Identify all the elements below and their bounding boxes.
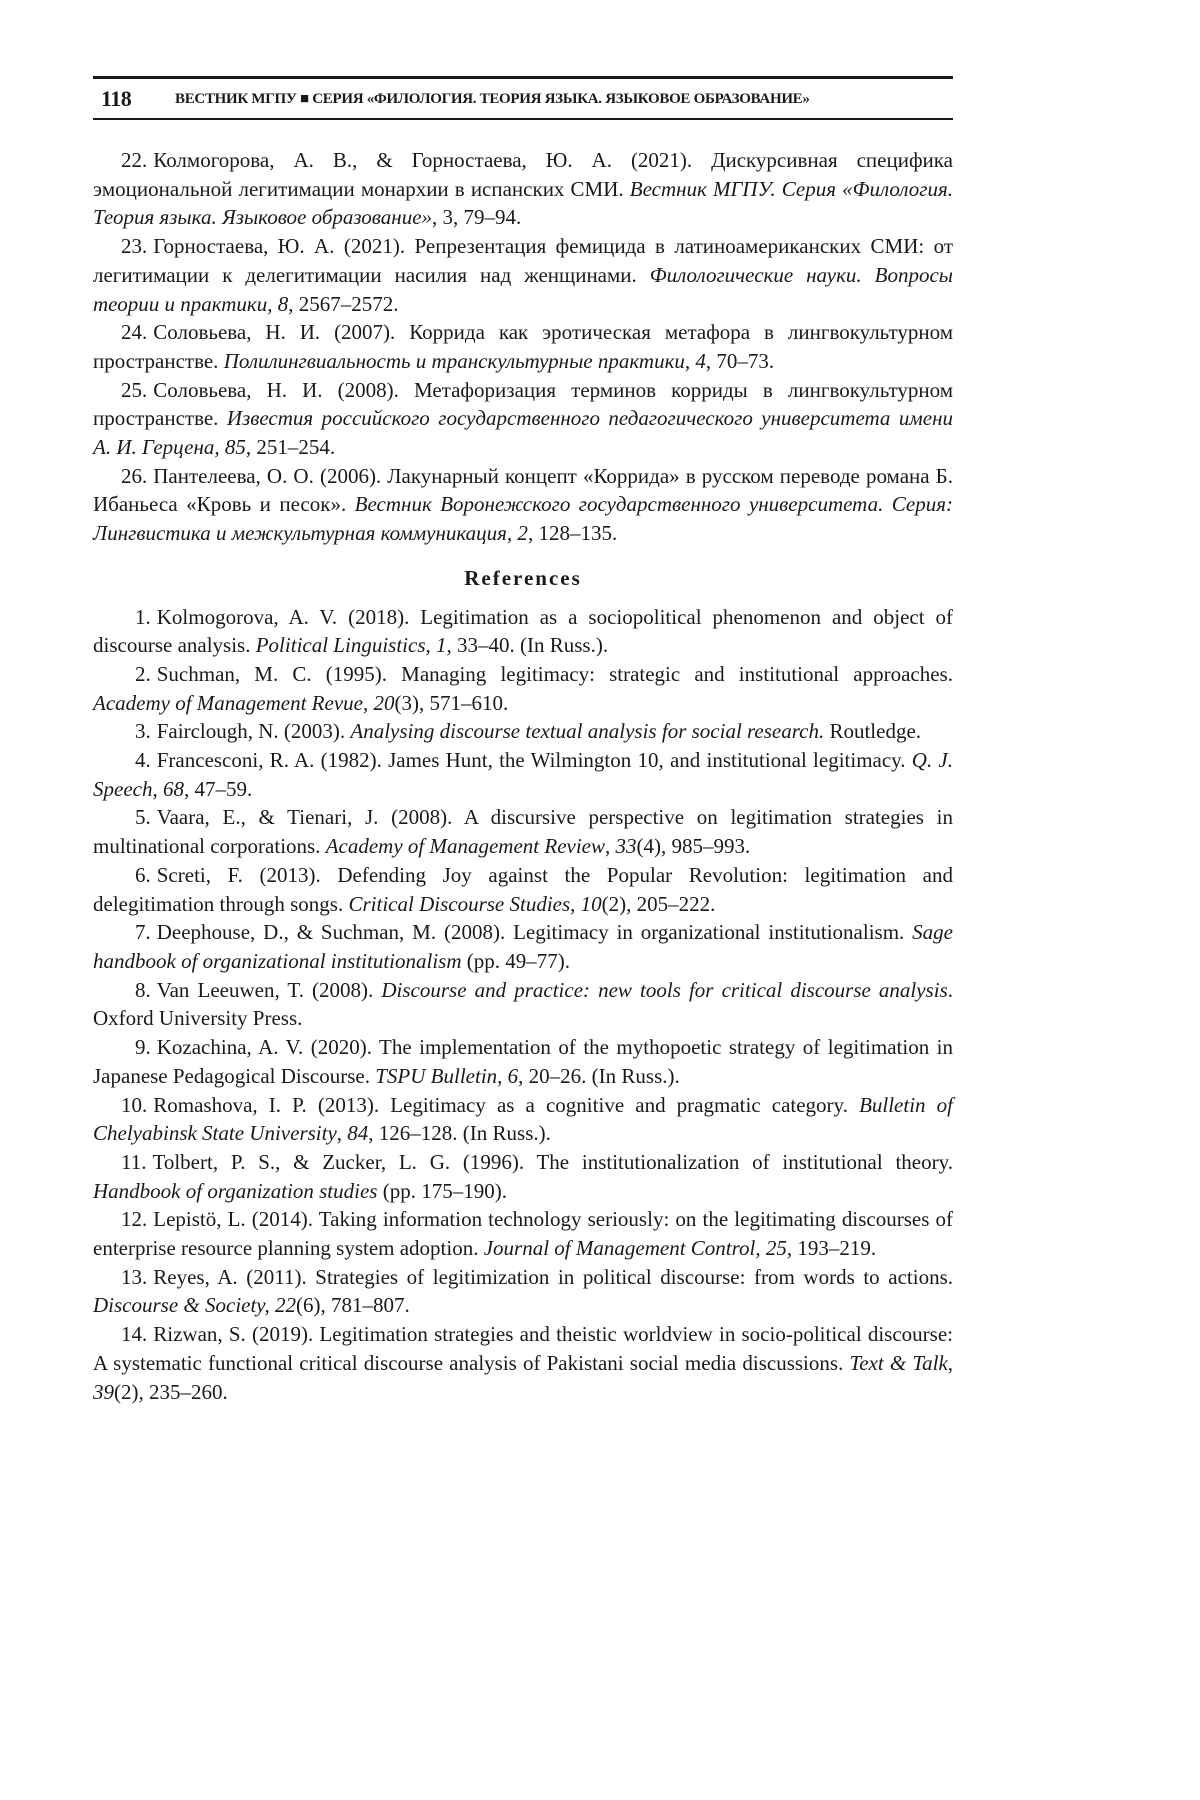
reference-number: 2. [135,661,151,686]
reference-text: Колмогорова, А. В., & Горностаева, Ю. А. (2021). Дискурсивная специфика эмоциональной легитимации монархии в испанских СМИ. [93,148,953,201]
reference-source: Text & Talk [849,1350,948,1375]
reference-entry [93,1091,953,1148]
reference-entry [93,146,953,232]
reference-entry [93,717,953,746]
reference-entry [93,746,953,803]
reference-entry [93,660,953,717]
reference-source: Critical Discourse Studies [348,891,571,916]
reference-entry [93,1205,953,1262]
reference-entry [93,918,953,975]
reference-text: Van Leeuwen, T. (2008). [156,977,382,1002]
reference-entry [93,1148,953,1205]
reference-text: (pp. 49–77). [461,948,570,973]
reference-text: , 70–73. [705,348,775,373]
reference-number: 14. [121,1322,148,1347]
reference-text: Пантелеева, О. О. (2006). Лакунарный концепт «Коррида» в русском переводе романа Б. Ибаньеса «Кровь и песок». [93,463,953,517]
reference-text: Rizwan, S. (2019). Legitimation strategies and theistic worldview in socio-political discourse: A systematic functional critical discourse analysis of Pakistani social media discussions. [93,1322,953,1375]
reference-number: 6. [135,862,151,887]
reference-text: (pp. 175–190). [377,1178,507,1203]
reference-number: 7. [135,920,151,945]
reference-text: , [605,834,616,859]
reference-entry [93,1263,953,1320]
reference-entry [93,376,953,462]
reference-number: 8. [135,977,151,1002]
reference-source: Филологические науки. Вопросы теории и практики, 8 [93,262,953,316]
reference-text: Соловьева, Н. И. (2008). Метафоризация терминов корриды в лингвокультурном пространстве. [93,377,953,431]
reference-content [93,146,953,1406]
reference-text: , 3, 79–94. [432,205,522,230]
reference-number: 4. [135,748,151,773]
journal-title: ВЕСТНИК МГПУ ■ СЕРИЯ «ФИЛОЛОГИЯ. ТЕОРИЯ ЯЗЫКА. ЯЗЫКОВОЕ ОБРАЗОВАНИЕ» [175,91,810,107]
reference-source: Analysing discourse textual analysis for social research. [350,719,825,744]
reference-text: , [336,1121,348,1146]
running-header [93,76,953,120]
reference-entry [93,1320,953,1406]
reference-source: Handbook of organization studies [93,1178,378,1203]
reference-text: Francesconi, R. A. (1982). James Hunt, the Wilmington 10, and institutional legitimacy. [156,748,912,773]
reference-entry [93,803,953,860]
reference-text: Suchman, M. C. (1995). Managing legitimacy: strategic and institutional approaches. [156,661,953,686]
page-number: 118 [101,86,132,111]
reference-text: . Oxford University Press. [93,977,953,1031]
reference-source: 6 [507,1063,519,1088]
reference-text: Vaara, E., & Tienari, J. (2008). A discursive perspective on legitimation strategies in multinational corporations. [93,805,953,859]
reference-source: Journal of Management Control [483,1236,756,1261]
reference-source: Вестник Воронежского государственного университета. Серия: Лингвистика и межкультурная коммуникация, 2 [93,492,954,546]
reference-text: , 33–40. (In Russ.). [446,633,609,658]
reference-source: 25 [765,1236,787,1261]
reference-entry [93,976,953,1033]
reference-text: , [947,1350,954,1375]
english-reference-list [93,603,953,1407]
reference-text: , 193–219. [786,1236,877,1261]
reference-source: Discourse & Society, 22 [93,1293,296,1318]
reference-number: 25. [121,377,148,402]
reference-source: TSPU Bulletin [375,1063,498,1088]
reference-entry [93,861,953,918]
reference-source: Academy of Management Review [325,834,606,859]
reference-text: (4), 985–993. [636,834,751,859]
reference-number: 1. [135,604,151,629]
reference-text: (3), 571–610. [394,690,509,715]
reference-source: Discourse and practice: new tools for critical discourse analysis [381,977,948,1002]
reference-text: (2), 205–222. [601,891,716,916]
reference-text: , [362,690,374,715]
reference-text: Kolmogorova, A. V. (2018). Legitimation as a sociopolitical phenomenon and object of discourse analysis. [93,604,953,658]
reference-number: 24. [121,320,148,345]
reference-number: 9. [135,1035,151,1060]
reference-text: Tolbert, P. S., & Zucker, L. G. (1996). The institutionalization of institutional theory. [152,1149,953,1174]
reference-number: 10. [121,1092,148,1117]
reference-source: Полилингвиальность и транскультурные практики, 4 [223,348,706,373]
reference-source: Political Linguistics [255,633,426,658]
reference-entry [93,603,953,660]
reference-text: Routledge. [824,719,922,744]
reference-number: 13. [121,1264,148,1289]
reference-text: , [497,1063,508,1088]
reference-number: 3. [135,719,151,744]
reference-text: Romashova, I. P. (2013). Legitimacy as a cognitive and pragmatic category. [153,1092,860,1117]
reference-number: 11. [121,1149,147,1174]
reference-text: , [755,1236,766,1261]
reference-text: Соловьева, Н. И. (2007). Коррида как эротическая метафора в лингвокультурном пространстве. [93,320,953,373]
reference-source: Academy of Management Revue [93,690,363,715]
reference-source: Q. J. Speech, 68 [93,748,953,801]
reference-source: 10 [580,891,602,916]
reference-number: 5. [135,805,151,830]
reference-source: 1 [436,633,447,658]
reference-source: 33 [615,834,637,859]
reference-text: , [570,891,581,916]
reference-text: , 47–59. [183,776,253,801]
reference-text: , 128–135. [527,521,618,546]
reference-text: Deephouse, D., & Suchman, M. (2008). Legitimacy in organizational institutionalism. [156,920,913,945]
reference-text: Reyes, A. (2011). Strategies of legitimization in political discourse: from words to actions. [153,1264,953,1289]
reference-text: , 126–128. (In Russ.). [368,1121,551,1146]
reference-source: 84 [347,1121,369,1146]
reference-text: Fairclough, N. (2003). [156,719,351,744]
reference-number: 26. [121,463,148,488]
reference-text: Screti, F. (2013). Defending Joy against the Popular Revolution: legitimation and delegitimation through songs. [93,862,953,916]
reference-source: 20 [373,690,395,715]
reference-text: , [425,633,436,658]
reference-source: 39 [93,1379,114,1404]
reference-number: 12. [121,1207,148,1232]
reference-text: Горностаева, Ю. А. (2021). Репрезентация фемицида в латиноамериканских СМИ: от легитимации к делегитимации насилия над женщинами. [93,234,953,287]
reference-text: , 251–254. [245,435,336,460]
reference-source: Bulletin of Chelyabinsk State University [93,1092,953,1146]
reference-text: (6), 781–807. [295,1293,410,1318]
reference-text: (2), 235–260. [114,1379,228,1404]
russian-reference-list [93,146,953,548]
reference-source: Известия российского государственного педагогического университета имени А. И. Герцена, 85 [93,406,954,460]
reference-entry [93,318,953,375]
reference-text: , 20–26. (In Russ.). [518,1063,680,1088]
reference-entry [93,232,953,318]
reference-number: 22. [121,148,148,172]
references-heading: References [464,565,582,590]
reference-source: Sage handbook of organizational institutionalism [93,920,953,973]
reference-text: Kozachina, A. V. (2020). The implementation of the mythopoetic strategy of legitimation in Japanese Pedagogical Discourse. [93,1035,953,1088]
reference-number: 23. [121,234,148,259]
reference-entry [93,462,953,548]
reference-text: , 2567–2572. [288,291,399,316]
reference-text: Lepistö, L. (2014). Taking information technology seriously: on the legitimating discourses of enterprise resource planning system adoption. [93,1207,953,1261]
reference-entry [93,1033,953,1090]
reference-source: Вестник МГПУ. Серия «Филология. Теория языка. Языковое образование» [93,176,953,230]
